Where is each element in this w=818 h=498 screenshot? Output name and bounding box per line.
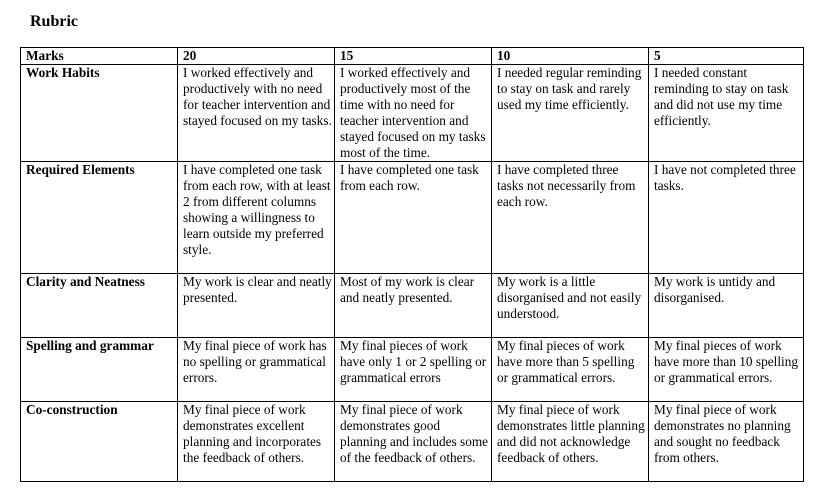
cell-spelling-grammar-5: My final pieces of work have more than 10 spelling or grammatical errors.	[649, 338, 804, 402]
cell-co-construction-10: My final piece of work demonstrates little planning and did not acknowledge feedback of others.	[492, 402, 649, 482]
cell-clarity-neatness-15: Most of my work is clear and neatly presented.	[335, 274, 492, 338]
cell-required-elements-15: I have completed one task from each row.	[335, 162, 492, 274]
header-marks: Marks	[21, 48, 178, 65]
row-work-habits	[21, 65, 804, 162]
header-10: 10	[492, 48, 649, 65]
cell-work-habits-15: I worked effectively and productively most of the time with no need for teacher intervention and stayed focused on my tasks most of the time.	[335, 65, 492, 162]
cell-co-construction-20: My final piece of work demonstrates excellent planning and incorporates the feedback of others.	[178, 402, 335, 482]
cell-work-habits-20: I worked effectively and productively with no need for teacher intervention and stayed focused on my tasks.	[178, 65, 335, 162]
header-row	[21, 48, 804, 65]
row-clarity-neatness	[21, 274, 804, 338]
cell-co-construction-15: My final piece of work demonstrates good planning and includes some of the feedback of others.	[335, 402, 492, 482]
row-spelling-grammar	[21, 338, 804, 402]
cell-co-construction-5: My final piece of work demonstrates no planning and sought no feedback from others.	[649, 402, 804, 482]
cell-spelling-grammar-10: My final pieces of work have more than 5 spelling or grammatical errors.	[492, 338, 649, 402]
cell-required-elements-5: I have not completed three tasks.	[649, 162, 804, 274]
criterion-work-habits: Work Habits	[21, 65, 178, 162]
cell-work-habits-10: I needed regular reminding to stay on task and rarely used my time efficiently.	[492, 65, 649, 162]
header-15: 15	[335, 48, 492, 65]
page-title: Rubric	[30, 13, 78, 30]
criterion-clarity-neatness: Clarity and Neatness	[21, 274, 178, 338]
header-5: 5	[649, 48, 804, 65]
cell-clarity-neatness-10: My work is a little disorganised and not easily understood.	[492, 274, 649, 338]
criterion-spelling-grammar: Spelling and grammar	[21, 338, 178, 402]
cell-required-elements-10: I have completed three tasks not necessarily from each row.	[492, 162, 649, 274]
cell-clarity-neatness-20: My work is clear and neatly presented.	[178, 274, 335, 338]
row-required-elements	[21, 162, 804, 274]
cell-work-habits-5: I needed constant reminding to stay on task and did not use my time efficiently.	[649, 65, 804, 162]
criterion-co-construction: Co-construction	[21, 402, 178, 482]
cell-spelling-grammar-15: My final pieces of work have only 1 or 2 spelling or grammatical errors	[335, 338, 492, 402]
cell-clarity-neatness-5: My work is untidy and disorganised.	[649, 274, 804, 338]
row-co-construction	[21, 402, 804, 482]
cell-required-elements-20: I have completed one task from each row, with at least 2 from different columns showing a willingness to learn outside my preferred style.	[178, 162, 335, 274]
header-20: 20	[178, 48, 335, 65]
criterion-required-elements: Required Elements	[21, 162, 178, 274]
rubric-table	[20, 47, 804, 482]
cell-spelling-grammar-20: My final piece of work has no spelling or grammatical errors.	[178, 338, 335, 402]
